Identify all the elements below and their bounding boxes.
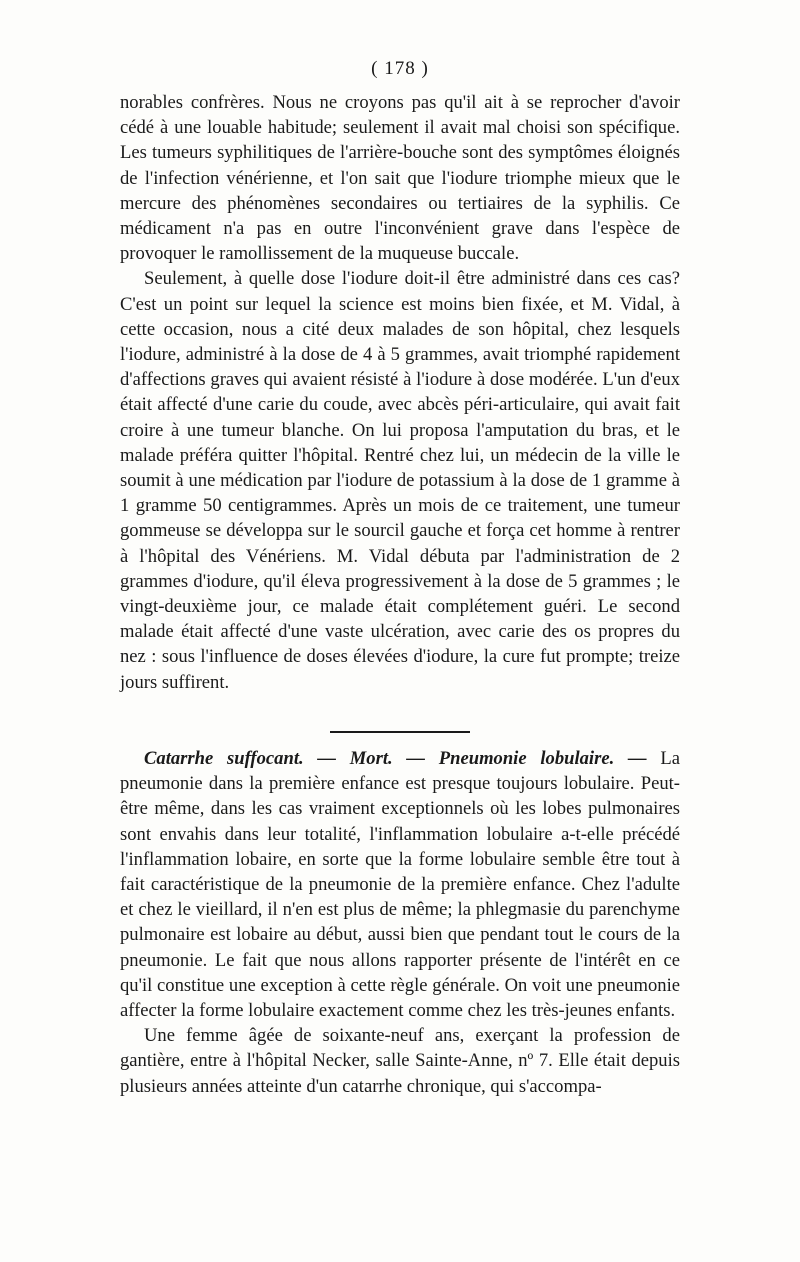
page-number: ( 178 ) <box>371 58 429 79</box>
section-heading: Catarrhe suffocant. — Mort. — Pneumonie lobulaire. — <box>144 748 647 769</box>
section-1-text <box>120 90 680 695</box>
paragraph-4: Une femme âgée de soixante-neuf ans, exerçant la profession de gantière, entre à l'hôpital Necker, salle Sainte-Anne, nº 7. Elle était depuis plusieurs années atteinte d'un catarrhe chronique, qui s'accompa- <box>120 1025 680 1097</box>
paragraph-1: norables confrères. Nous ne croyons pas qu'il ait à se reprocher d'avoir cédé à une louable habitude; seulement il avait mal choisi son spécifique. Les tumeurs syphilitiques de l'arrière-bouche sont des symptômes éloignés de l'infection vénérienne, et l'on sait que l'iodure triomphe mieux que le mercure des phénomènes secondaires ou tertiaires de la syphilis. Ce médicament n'a pas en outre l'inconvénient grave dans l'espèce de provoquer le ramollissement de la muqueuse buccale. <box>120 92 680 265</box>
paragraph-3-body: La pneumonie dans la première enfance est presque toujours lobulaire. Peut-être même, dans les cas vraiment exceptionnels où les lobes pulmonaires sont envahis dans leur totalité, l'inflammation lobulaire a-t-elle précédé l'inflammation lobaire, en sorte que la forme lobulaire semble être tout à fait caractéristique de la pneumonie de la première enfance. Chez l'adulte et chez le vieillard, il n'en est plus de même; la phlegmasie du parenchyme pulmonaire est lobaire au début, aussi bien que pendant tout le cours de la pneumonie. Le fait que nous allons rapporter présente de l'intérêt en ce qu'il constitue une exception à cette règle générale. On voit une pneumonie affecter la forme lobulaire exactement comme chez les très-jeunes enfants. <box>120 748 680 1022</box>
section-2-text <box>120 746 680 1099</box>
section-separator <box>330 731 470 733</box>
paragraph-2: Seulement, à quelle dose l'iodure doit-il être administré dans ces cas? C'est un point sur lequel la science est moins bien fixée, et M. Vidal, à cette occasion, nous a cité deux malades de son hôpital, chez lesquels l'iodure, administré à la dose de 4 à 5 grammes, avait triomphé rapidement d'affections graves qui avaient résisté à l'iodure à dose modérée. L'un d'eux était affecté d'une carie du coude, avec abcès péri-articulaire, qui avait fait croire à une tumeur blanche. On lui proposa l'amputation du bras, et le malade préféra quitter l'hôpital. Rentré chez lui, un médecin de la ville le soumit à une médication par l'iodure de potassium à la dose de 1 gramme à 1 gramme 50 centigrammes. Après un mois de ce traitement, une tumeur gommeuse se développa sur le sourcil gauche et força cet homme à rentrer à l'hôpital des Vénériens. M. Vidal débuta par l'administration de 2 grammes d'iodure, qu'il éleva progressivement à la dose de 5 grammes ; le vingt-deuxième jour, ce malade était complétement guéri. Le second malade était affecté d'une vaste ulcération, avec carie des os propres du nez : sous l'influence de doses élevées d'iodure, la cure fut prompte; treize jours suffirent. <box>120 268 680 693</box>
paragraph-3 <box>120 746 680 1023</box>
